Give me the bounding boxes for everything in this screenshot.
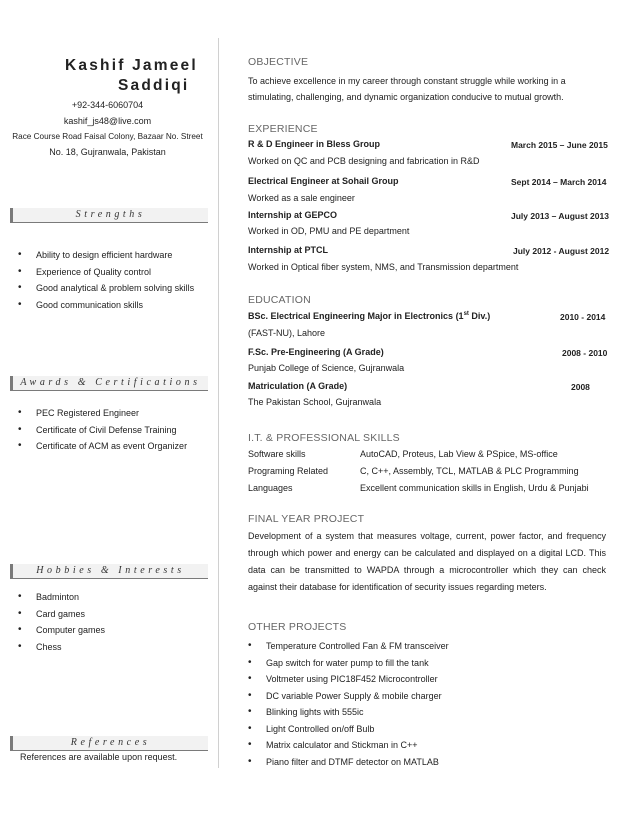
skill-value: Excellent communication skills in English, Urdu & Punjabi [360, 483, 589, 493]
list-item: • Piano filter and DTMF detector on MATLAB [244, 754, 449, 771]
contact-address-line2: No. 18, Gujranwala, Pakistan [49, 147, 166, 157]
references-text: References are available upon request. [20, 752, 178, 762]
experience-desc: Worked as a sale engineer [248, 193, 355, 203]
list-item: • Ability to design efficient hardware [14, 247, 194, 264]
list-item: • Light Controlled on/off Bulb [244, 721, 449, 738]
education-title: F.Sc. Pre-Engineering (A Grade) [248, 347, 384, 357]
experience-title: Internship at PTCL [248, 245, 329, 255]
education-heading: EDUCATION [248, 294, 311, 306]
objective-line2: stimulating, challenging, and dynamic organization conducive to mutual growth. [248, 92, 564, 102]
column-divider [218, 38, 219, 768]
hobbies-heading [10, 564, 208, 579]
list-item: • PEC Registered Engineer [14, 405, 187, 422]
list-item: • Computer games [14, 622, 105, 639]
list-item: • Certificate of ACM as event Organizer [14, 438, 187, 455]
list-item: • Certificate of Civil Defense Training [14, 422, 187, 439]
references-heading [10, 736, 208, 751]
contact-address-line1: Race Course Road Faisal Colony, Bazaar No. Street [12, 132, 203, 141]
experience-date: March 2015 – June 2015 [511, 140, 608, 150]
contact-email: kashif_js48@live.com [63, 116, 152, 126]
skills-heading: I.T. & PROFESSIONAL SKILLS [248, 432, 400, 444]
list-item: • Card games [14, 606, 105, 623]
skill-label: Programing Related [248, 466, 329, 476]
list-item: • Good communication skills [14, 297, 194, 314]
final-project-text: Development of a system that measures voltage, current, power factor, and frequency through which power and energy can be calculated and displayed on a digital LCD. This data can be transmitted to WAPDA through a microcontroller which they can check against their database for identification of security issues regarding meters. [248, 531, 606, 592]
objective-heading: OBJECTIVE [248, 56, 309, 68]
experience-desc: Worked in OD, PMU and PE department [248, 226, 410, 236]
education-title: Matriculation (A Grade) [248, 381, 348, 391]
list-item: • DC variable Power Supply & mobile charger [244, 688, 449, 705]
contact-phone: +92-344-6060704 [71, 100, 144, 110]
strengths-heading [10, 208, 208, 223]
strengths-list [14, 247, 194, 313]
education-title: BSc. Electrical Engineering Major in Electronics (1st Div.) [248, 311, 491, 321]
list-item: • Experience of Quality control [14, 264, 194, 281]
education-date: 2010 - 2014 [560, 312, 606, 322]
hobbies-list [14, 589, 105, 655]
other-projects-heading: OTHER PROJECTS [248, 621, 347, 633]
experience-title: Internship at GEPCO [248, 210, 338, 220]
experience-date: July 2012 - August 2012 [513, 246, 610, 256]
list-item: • Blinking lights with 555ic [244, 704, 449, 721]
list-item: • Voltmeter using PIC18F452 Microcontroller [244, 671, 449, 688]
experience-date: July 2013 – August 2013 [511, 211, 609, 221]
education-desc: The Pakistan School, Gujranwala [248, 397, 382, 407]
list-item: • Badminton [14, 589, 105, 606]
list-item: • Chess [14, 639, 105, 656]
education-desc: Punjab College of Science, Gujranwala [248, 363, 405, 373]
list-item: • Matrix calculator and Stickman in C++ [244, 737, 449, 754]
list-item: • Temperature Controlled Fan & FM transceiver [244, 638, 449, 655]
awards-title: Awards & Certifications [20, 377, 201, 388]
skill-label: Languages [248, 483, 293, 493]
experience-title: Electrical Engineer at Sohail Group [248, 176, 399, 186]
experience-desc: Worked on QC and PCB designing and fabrication in R&D [248, 156, 480, 166]
education-date: 2008 [571, 382, 590, 392]
awards-heading [10, 376, 208, 391]
references-title: References [70, 737, 151, 748]
left-column [0, 0, 215, 826]
name-last: Saddiqi [118, 77, 190, 94]
education-desc: (FAST-NU), Lahore [248, 328, 326, 338]
list-item: • Good analytical & problem solving skills [14, 280, 194, 297]
skill-value: AutoCAD, Proteus, Lab View & PSpice, MS-office [360, 449, 558, 459]
experience-heading: EXPERIENCE [248, 123, 318, 135]
experience-title: R & D Engineer in Bless Group [248, 139, 381, 149]
education-date: 2008 - 2010 [562, 348, 608, 358]
strengths-title: Strengths [75, 209, 146, 220]
experience-desc: Worked in Optical fiber system, NMS, and Transmission department [248, 262, 519, 272]
skill-label: Software skills [248, 449, 306, 459]
list-item: • Gap switch for water pump to fill the tank [244, 655, 449, 672]
name-first: Kashif Jameel [65, 57, 198, 74]
other-projects-list [244, 638, 449, 770]
awards-list [14, 405, 187, 455]
final-project-heading: FINAL YEAR PROJECT [248, 513, 365, 525]
objective-line1: To achieve excellence in my career through constant struggle while working in a [248, 76, 566, 86]
experience-date: Sept 2014 – March 2014 [511, 177, 607, 187]
skill-value: C, C++, Assembly, TCL, MATLAB & PLC Programming [360, 466, 579, 476]
hobbies-title: Hobbies & Interests [36, 565, 185, 576]
